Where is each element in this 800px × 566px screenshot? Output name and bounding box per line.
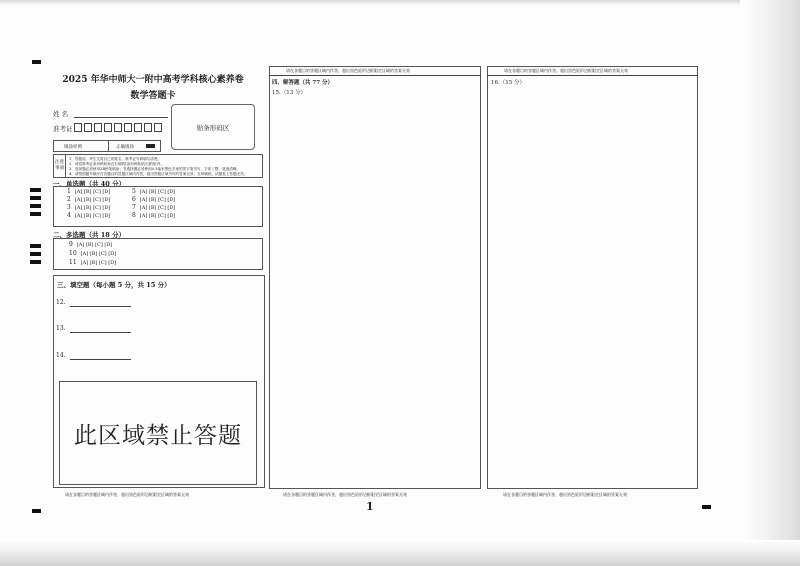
footer-note-col2: 请在各题目的答题区域内作答，超出黑色矩形边框限定区域的答案无效	[283, 492, 407, 497]
notice-item: 2、请将准考证条形码粘贴在右侧的[条形码粘贴区]的框内。	[69, 162, 164, 166]
scan-shadow-bottom	[0, 540, 800, 566]
timing-mark	[30, 188, 41, 192]
column-2-head-note: 请在各题目的答题区域内作答，超出黑色矩形边框限定区域的答案无效	[286, 68, 410, 73]
id-digit-box[interactable]	[114, 123, 122, 132]
alignment-mark	[32, 509, 41, 513]
notice-item: 1、答题前，考生先将自己的姓名、准考证号码填写清楚。	[69, 157, 162, 161]
scan-shadow-top	[0, 0, 800, 6]
name-field[interactable]	[74, 117, 168, 118]
column-3-header-rule	[487, 75, 698, 76]
question-row[interactable]: 7 [A] [B] [C] [D]	[132, 204, 176, 211]
filled-bubble-icon	[146, 144, 155, 148]
fill-sample	[53, 140, 161, 152]
id-digit-box[interactable]	[124, 123, 132, 132]
notice-box	[53, 154, 263, 178]
id-digit-box[interactable]	[94, 123, 102, 132]
notice-item: 3、选择题必须使用2B铅笔填涂；非选择题必须使用0.5毫米黑色字迹的签字笔书写，字体工整、笔迹清晰。	[69, 167, 241, 171]
section3-title: 三、填空题（每小题 5 分，共 15 分）	[57, 281, 171, 289]
id-digit-box[interactable]	[84, 123, 92, 132]
blank-13-label: 13.	[56, 325, 66, 332]
alignment-mark	[32, 60, 41, 64]
single-choice-box	[53, 186, 263, 227]
id-digit-box[interactable]	[144, 123, 152, 132]
question-row[interactable]: 1 [A] [B] [C] [D]	[67, 188, 111, 195]
blank-13-line[interactable]	[70, 332, 131, 333]
question-row[interactable]: 4 [A] [B] [C] [D]	[67, 212, 111, 219]
timing-mark	[30, 212, 41, 216]
notice-label: 注意事项	[54, 155, 66, 177]
answer-column-2[interactable]	[269, 66, 481, 489]
sheet-title: 2025 年华中师大一附中高考学科核心素养卷	[62, 75, 244, 85]
section2-title: 二、多选题（共 18 分）	[53, 231, 126, 239]
correct-fill-label: 正确填涂	[116, 145, 134, 150]
sample-label: 填涂样例	[64, 145, 82, 150]
question-row[interactable]: 6 [A] [B] [C] [D]	[132, 196, 176, 203]
question-row[interactable]: 10 [A] [B] [C] [D]	[69, 250, 117, 257]
question-row[interactable]: 11 [A] [B] [C] [D]	[69, 259, 117, 266]
question-15-label: 15.（13 分）	[272, 90, 306, 96]
question-row[interactable]: 8 [A] [B] [C] [D]	[132, 212, 176, 219]
blank-12-label: 12.	[56, 299, 66, 306]
column-2-header-rule	[269, 75, 481, 76]
blank-14-line[interactable]	[70, 359, 131, 360]
question-row[interactable]: 2 [A] [B] [C] [D]	[67, 196, 111, 203]
sample-divider	[108, 141, 109, 151]
timing-mark	[30, 196, 41, 200]
forbidden-area: 此区域禁止答题	[59, 381, 257, 485]
scan-shadow-right	[740, 0, 800, 566]
id-digit-box[interactable]	[154, 123, 162, 132]
section4-title: 四、解答题（共 77 分）	[272, 80, 333, 86]
id-digit-box[interactable]	[104, 123, 112, 132]
section1-title: 一、单选题（共 40 分）	[53, 180, 126, 188]
question-row[interactable]: 5 [A] [B] [C] [D]	[132, 188, 176, 195]
blank-14-label: 14.	[56, 352, 66, 359]
timing-mark	[30, 252, 41, 256]
column-3-head-note: 请在各题目的答题区域内作答，超出黑色矩形边框限定区域的答案无效	[504, 68, 628, 73]
timing-mark	[30, 260, 41, 264]
page-number: 1	[366, 500, 374, 513]
question-row[interactable]: 3 [A] [B] [C] [D]	[67, 204, 111, 211]
id-digit-box[interactable]	[74, 123, 82, 132]
timing-mark	[30, 204, 41, 208]
question-16-label: 16.（15 分）	[491, 80, 525, 86]
answer-column-3[interactable]	[487, 66, 698, 489]
multi-choice-box	[53, 238, 263, 270]
footer-note-col1: 请在各题目的答题区域内作答，超出黑色矩形边框限定区域的答案无效	[65, 492, 189, 497]
barcode-area: 贴条形码区	[171, 104, 255, 150]
alignment-mark	[702, 505, 711, 509]
name-label: 姓 名	[53, 110, 69, 118]
id-label: 准考证	[53, 125, 73, 133]
notice-item: 4、请按照题号顺序在各题目的答题区域内作答，超出答题区域书写的答案无效；在草稿纸、试题卷上答题无效。	[69, 172, 248, 176]
sheet-subtitle: 数学答题卡	[130, 91, 176, 101]
id-digit-box[interactable]	[134, 123, 142, 132]
timing-mark	[30, 244, 41, 248]
blank-12-line[interactable]	[70, 306, 131, 307]
footer-note-col3: 请在各题目的答题区域内作答，超出黑色矩形边框限定区域的答案无效	[503, 492, 627, 497]
question-row[interactable]: 9 [A] [B] [C] [D]	[69, 241, 113, 248]
